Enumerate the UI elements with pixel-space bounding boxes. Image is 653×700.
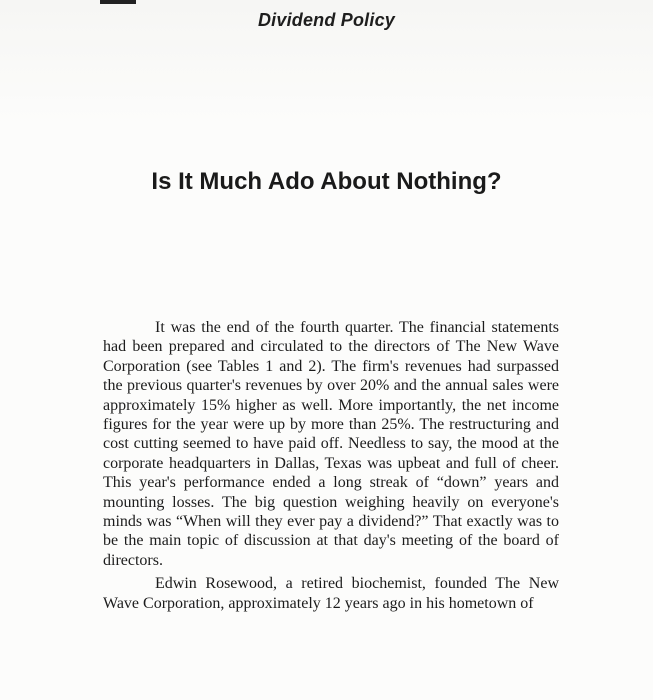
chapter-title: Is It Much Ado About Nothing? [151, 168, 502, 195]
paragraph-1: It was the end of the fourth quarter. The financial statements had been prepared and circulated to the directors of The New Wave Corporation (see Tables 1 and 2). The firm's revenues had surpassed the previous quarter's revenues by over 20% and the annual sales were approximately 15% higher as well. More importantly, the net income figures for the year were up by more than 25%. The restructuring and cost cutting seemed to have paid off. Needless to say, the mood at the corporate headquarters in Dallas, Texas was upbeat and full of cheer. This year's performance ended a long streak of “down” years and mounting losses. The big question weighing heavily on everyone's minds was “When will they ever pay a dividend?” That exactly was to be the main topic of discussion at that day's meeting of the board of directors. [103, 319, 559, 569]
paragraph-2: Edwin Rosewood, a retired biochemist, founded The New Wave Corporation, approximately 12 years ago in his hometown of [103, 575, 559, 612]
body-text [103, 318, 559, 613]
top-rule-divider [100, 0, 136, 4]
running-head: Dividend Policy [257, 10, 396, 30]
